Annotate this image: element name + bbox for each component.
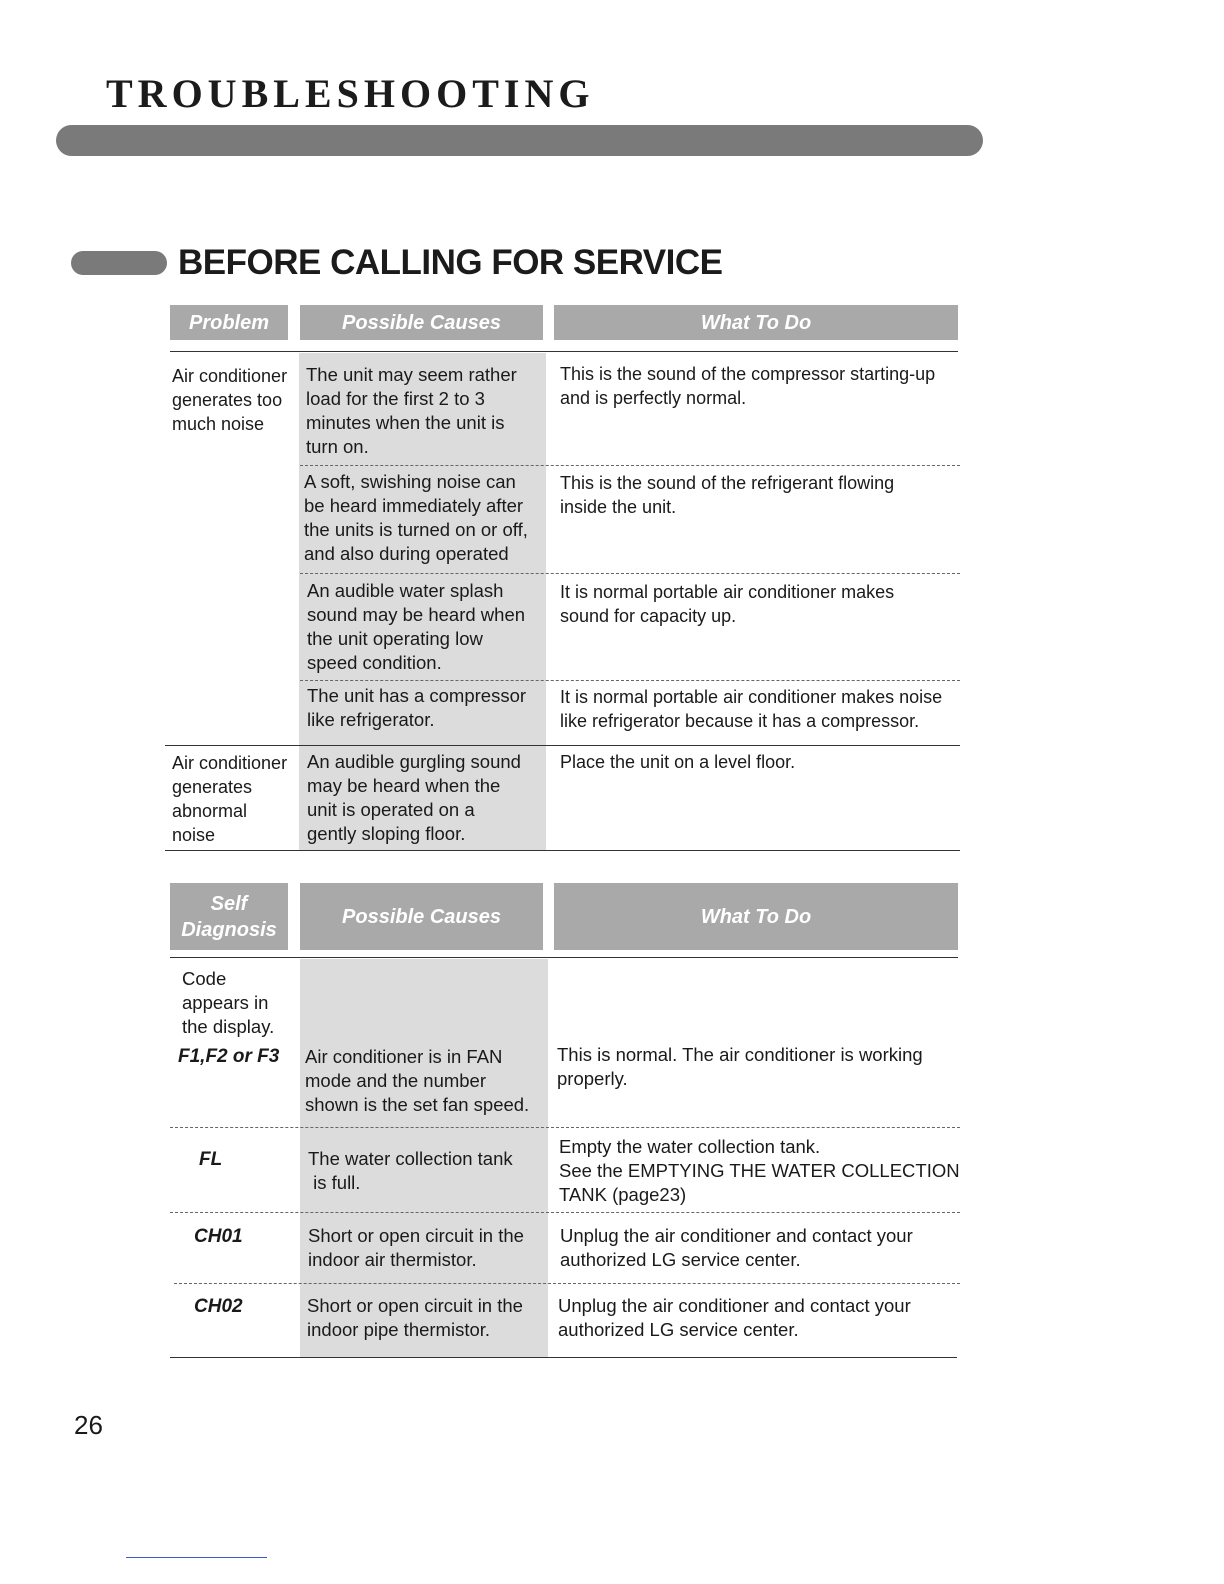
cause-row-3: An audible water splash sound may be heard when the unit operating low speed condition.	[307, 580, 526, 673]
todo-pipe-thermistor: Unplug the air conditioner and contact your authorized LG service center.	[558, 1295, 911, 1340]
todo-row-2: This is the sound of the refrigerant flowing inside the unit.	[560, 473, 895, 517]
table2-top-rule	[170, 957, 958, 958]
cause-row-5: An audible gurgling sound may be heard when the unit is operated on a gently sloping floor.	[307, 751, 521, 844]
divider	[300, 465, 960, 466]
header-problem: Problem	[170, 305, 288, 340]
header-possible-causes: Possible Causes	[300, 305, 543, 340]
cause-air-thermistor: Short or open circuit in the indoor air thermistor.	[308, 1225, 524, 1270]
todo-tank-full: Empty the water collection tank. See the EMPTYING THE WATER COLLECTION TANK (page23)	[559, 1136, 960, 1205]
header-self-diagnosis: Self Diagnosis	[170, 883, 288, 950]
table1-bottom-rule	[165, 850, 960, 851]
chapter-title: TROUBLESHOOTING	[106, 71, 595, 116]
todo-air-thermistor: Unplug the air conditioner and contact your authorized LG service center.	[560, 1225, 913, 1270]
code-intro: Code appears in the display.	[182, 968, 275, 1037]
todo-row-1: This is the sound of the compressor starting-up and is perfectly normal.	[560, 364, 936, 408]
bottom-link-line	[126, 1557, 267, 1558]
code-f1-f2-f3: F1,F2 or F3	[178, 1046, 280, 1067]
cause-tank-full: The water collection tank is full.	[308, 1148, 513, 1193]
table1-top-rule	[170, 351, 958, 352]
code-ch01: CH01	[194, 1226, 243, 1247]
cause-row-4: The unit has a compressor like refrigerator.	[307, 685, 527, 730]
todo-fan-mode: This is normal. The air conditioner is working properly.	[557, 1044, 923, 1089]
cause-pipe-thermistor: Short or open circuit in the indoor pipe thermistor.	[307, 1295, 523, 1340]
divider	[174, 1283, 960, 1284]
code-fl: FL	[199, 1149, 223, 1170]
problem-noise: Air conditioner generates too much noise	[172, 366, 288, 434]
table2-bottom-rule	[170, 1357, 957, 1358]
cause-row-2: A soft, swishing noise can be heard immediately after the units is turned on or off, and also during operated	[304, 471, 528, 564]
todo-row-3: It is normal portable air conditioner makes sound for capacity up.	[560, 582, 895, 626]
divider	[170, 1212, 960, 1213]
header-possible-causes-2: Possible Causes	[300, 883, 543, 950]
table1-mid-rule	[165, 745, 960, 746]
divider	[300, 573, 960, 574]
cause-row-1: The unit may seem rather load for the first 2 to 3 minutes when the unit is turn on.	[306, 364, 517, 457]
page-number: 26	[74, 1410, 103, 1440]
divider	[170, 1127, 960, 1128]
problem-abnormal-noise: Air conditioner generates abnormal noise	[172, 753, 288, 845]
chapter-bar	[56, 125, 983, 156]
section-pill	[71, 251, 167, 275]
code-ch02: CH02	[194, 1296, 243, 1317]
header-what-to-do-2: What To Do	[554, 883, 958, 950]
section-title: BEFORE CALLING FOR SERVICE	[178, 243, 723, 282]
divider	[300, 680, 960, 681]
todo-row-4: It is normal portable air conditioner makes noise like refrigerator because it has a compressor.	[560, 687, 943, 731]
cause-fan-mode: Air conditioner is in FAN mode and the number shown is the set fan speed.	[305, 1046, 530, 1115]
header-what-to-do: What To Do	[554, 305, 958, 340]
todo-row-5: Place the unit on a level floor.	[560, 752, 796, 772]
